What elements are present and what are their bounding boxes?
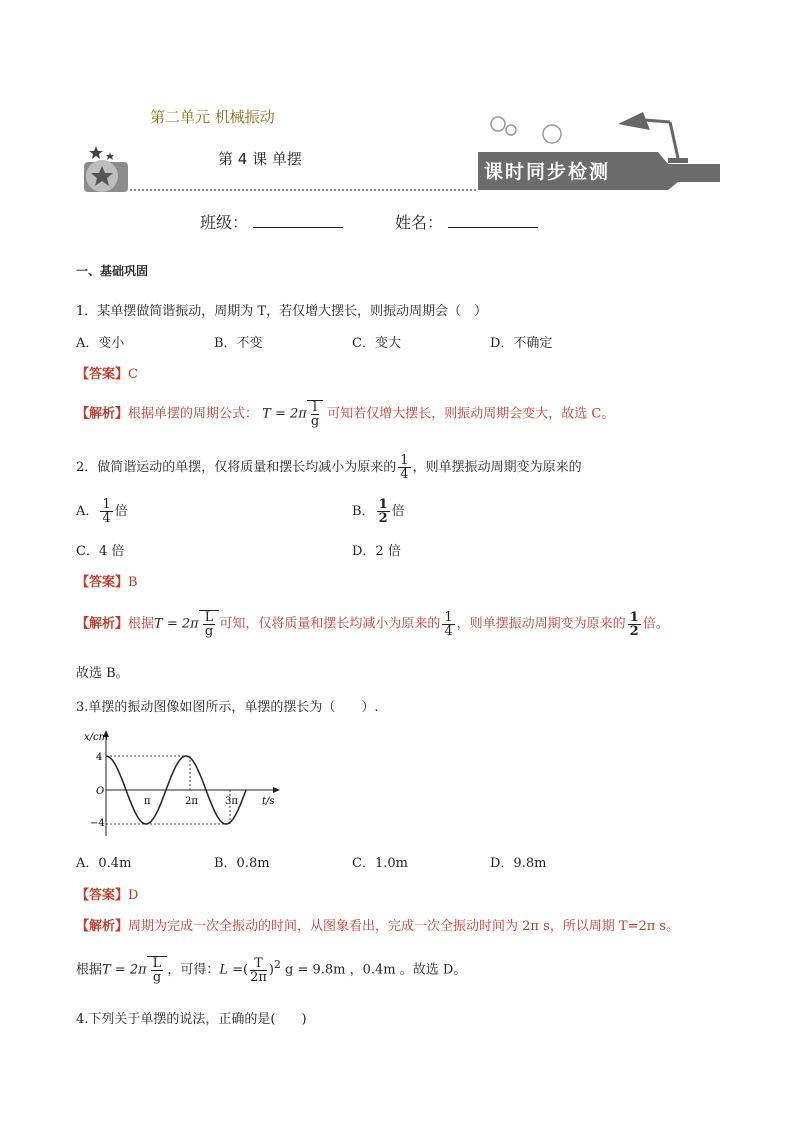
q3-option-b: B．0.8m (214, 856, 270, 871)
q2-option-d: D．2 倍 (352, 544, 401, 559)
x-tick-3pi: 3π (225, 796, 238, 807)
unit-title: 第二单元 机械振动 (150, 108, 275, 126)
x-tick-2pi: 2π (185, 796, 198, 807)
q1-answer: 【答案】C (76, 367, 138, 382)
q1-option-d: D．不确定 (490, 336, 553, 351)
section-title: 一、基础巩固 (76, 264, 149, 278)
banner-text: 课时同步检测 (484, 161, 611, 183)
x-tick-pi: π (144, 796, 151, 807)
q2-analysis: 【解析】根据T = 2π $\frac{L}{g}$ 可知，仅将质量和摆长均减小为原来的 $\frac{1}{4}$ ，则单摆振动周期变为原来的 $\frac{1}{2}$ 倍。 (76, 609, 669, 639)
q3-option-a: A．0.4m (76, 856, 132, 871)
q1-option-b: B．不变 (214, 336, 263, 351)
q1-option-c: C．变大 (352, 336, 401, 351)
class-field (200, 210, 343, 233)
q2-stem: 2．做简谐运动的单摆，仅将质量和摆长均减小为原来的 $\frac{1}{4}$ ，则单摆振动周期变为原来的 (76, 453, 582, 482)
q1-stem: 1．某单摆做简谐振动，周期为 T，若仅增大摆长，则振动周期会（ ） (76, 304, 488, 319)
y-tick-neg4: −4 (90, 818, 105, 829)
y-tick-4: 4 (96, 752, 103, 763)
q2-option-c: C．4 倍 (76, 544, 125, 559)
name-label: 姓名： (395, 213, 444, 232)
name-blank (448, 213, 538, 228)
q3-answer: 【答案】D (76, 888, 139, 903)
vibration-graph (82, 728, 282, 843)
q2-option-b: B． $\frac{1}{2}$ 倍 (352, 497, 405, 526)
lesson-title: 第 4 课 单摆 (218, 150, 302, 168)
origin-label: O (96, 786, 105, 797)
name-field (395, 210, 538, 233)
q3-option-d: D．9.8m (490, 856, 547, 871)
q2-answer: 【答案】B (76, 575, 138, 590)
class-label: 班级： (200, 213, 249, 232)
q4-stem: 4.下列关于单摆的说法，正确的是( ) (76, 1012, 307, 1027)
q3-analysis-line2: 根据T = 2π $\frac{L}{g}$ ，可得：L =( $\frac{T}{2\pi}$ )$^2$ g = 9.8m ，0.4m 。故选 D。 (76, 955, 467, 985)
class-blank (253, 213, 343, 228)
q3-stem: 3.单摆的振动图像如图所示，单摆的摆长为（ ）. (76, 700, 379, 715)
header-decoration (78, 110, 728, 200)
q2-analysis-line2: 故选 B。 (76, 666, 129, 681)
q3-analysis: 【解析】周期为完成一次全振动的时间，从图象看出，完成一次全振动时间为 2π s，所以周期 T=2π s。 (76, 919, 680, 934)
x-axis-label: t/s (262, 796, 275, 807)
q3-option-c: C．1.0m (352, 856, 408, 871)
y-axis-label: x/cm (84, 732, 109, 743)
q1-option-a: A．变小 (76, 336, 125, 351)
bubble-icon (491, 117, 505, 131)
q2-option-a: A． $\frac{1}{4}$ 倍 (76, 497, 128, 526)
q1-analysis: 【解析】根据单摆的周期公式： T = 2π $\frac{l}{g}$ 可知若仅增大摆长，则振动周期会变大，故选 C。 (76, 400, 615, 429)
